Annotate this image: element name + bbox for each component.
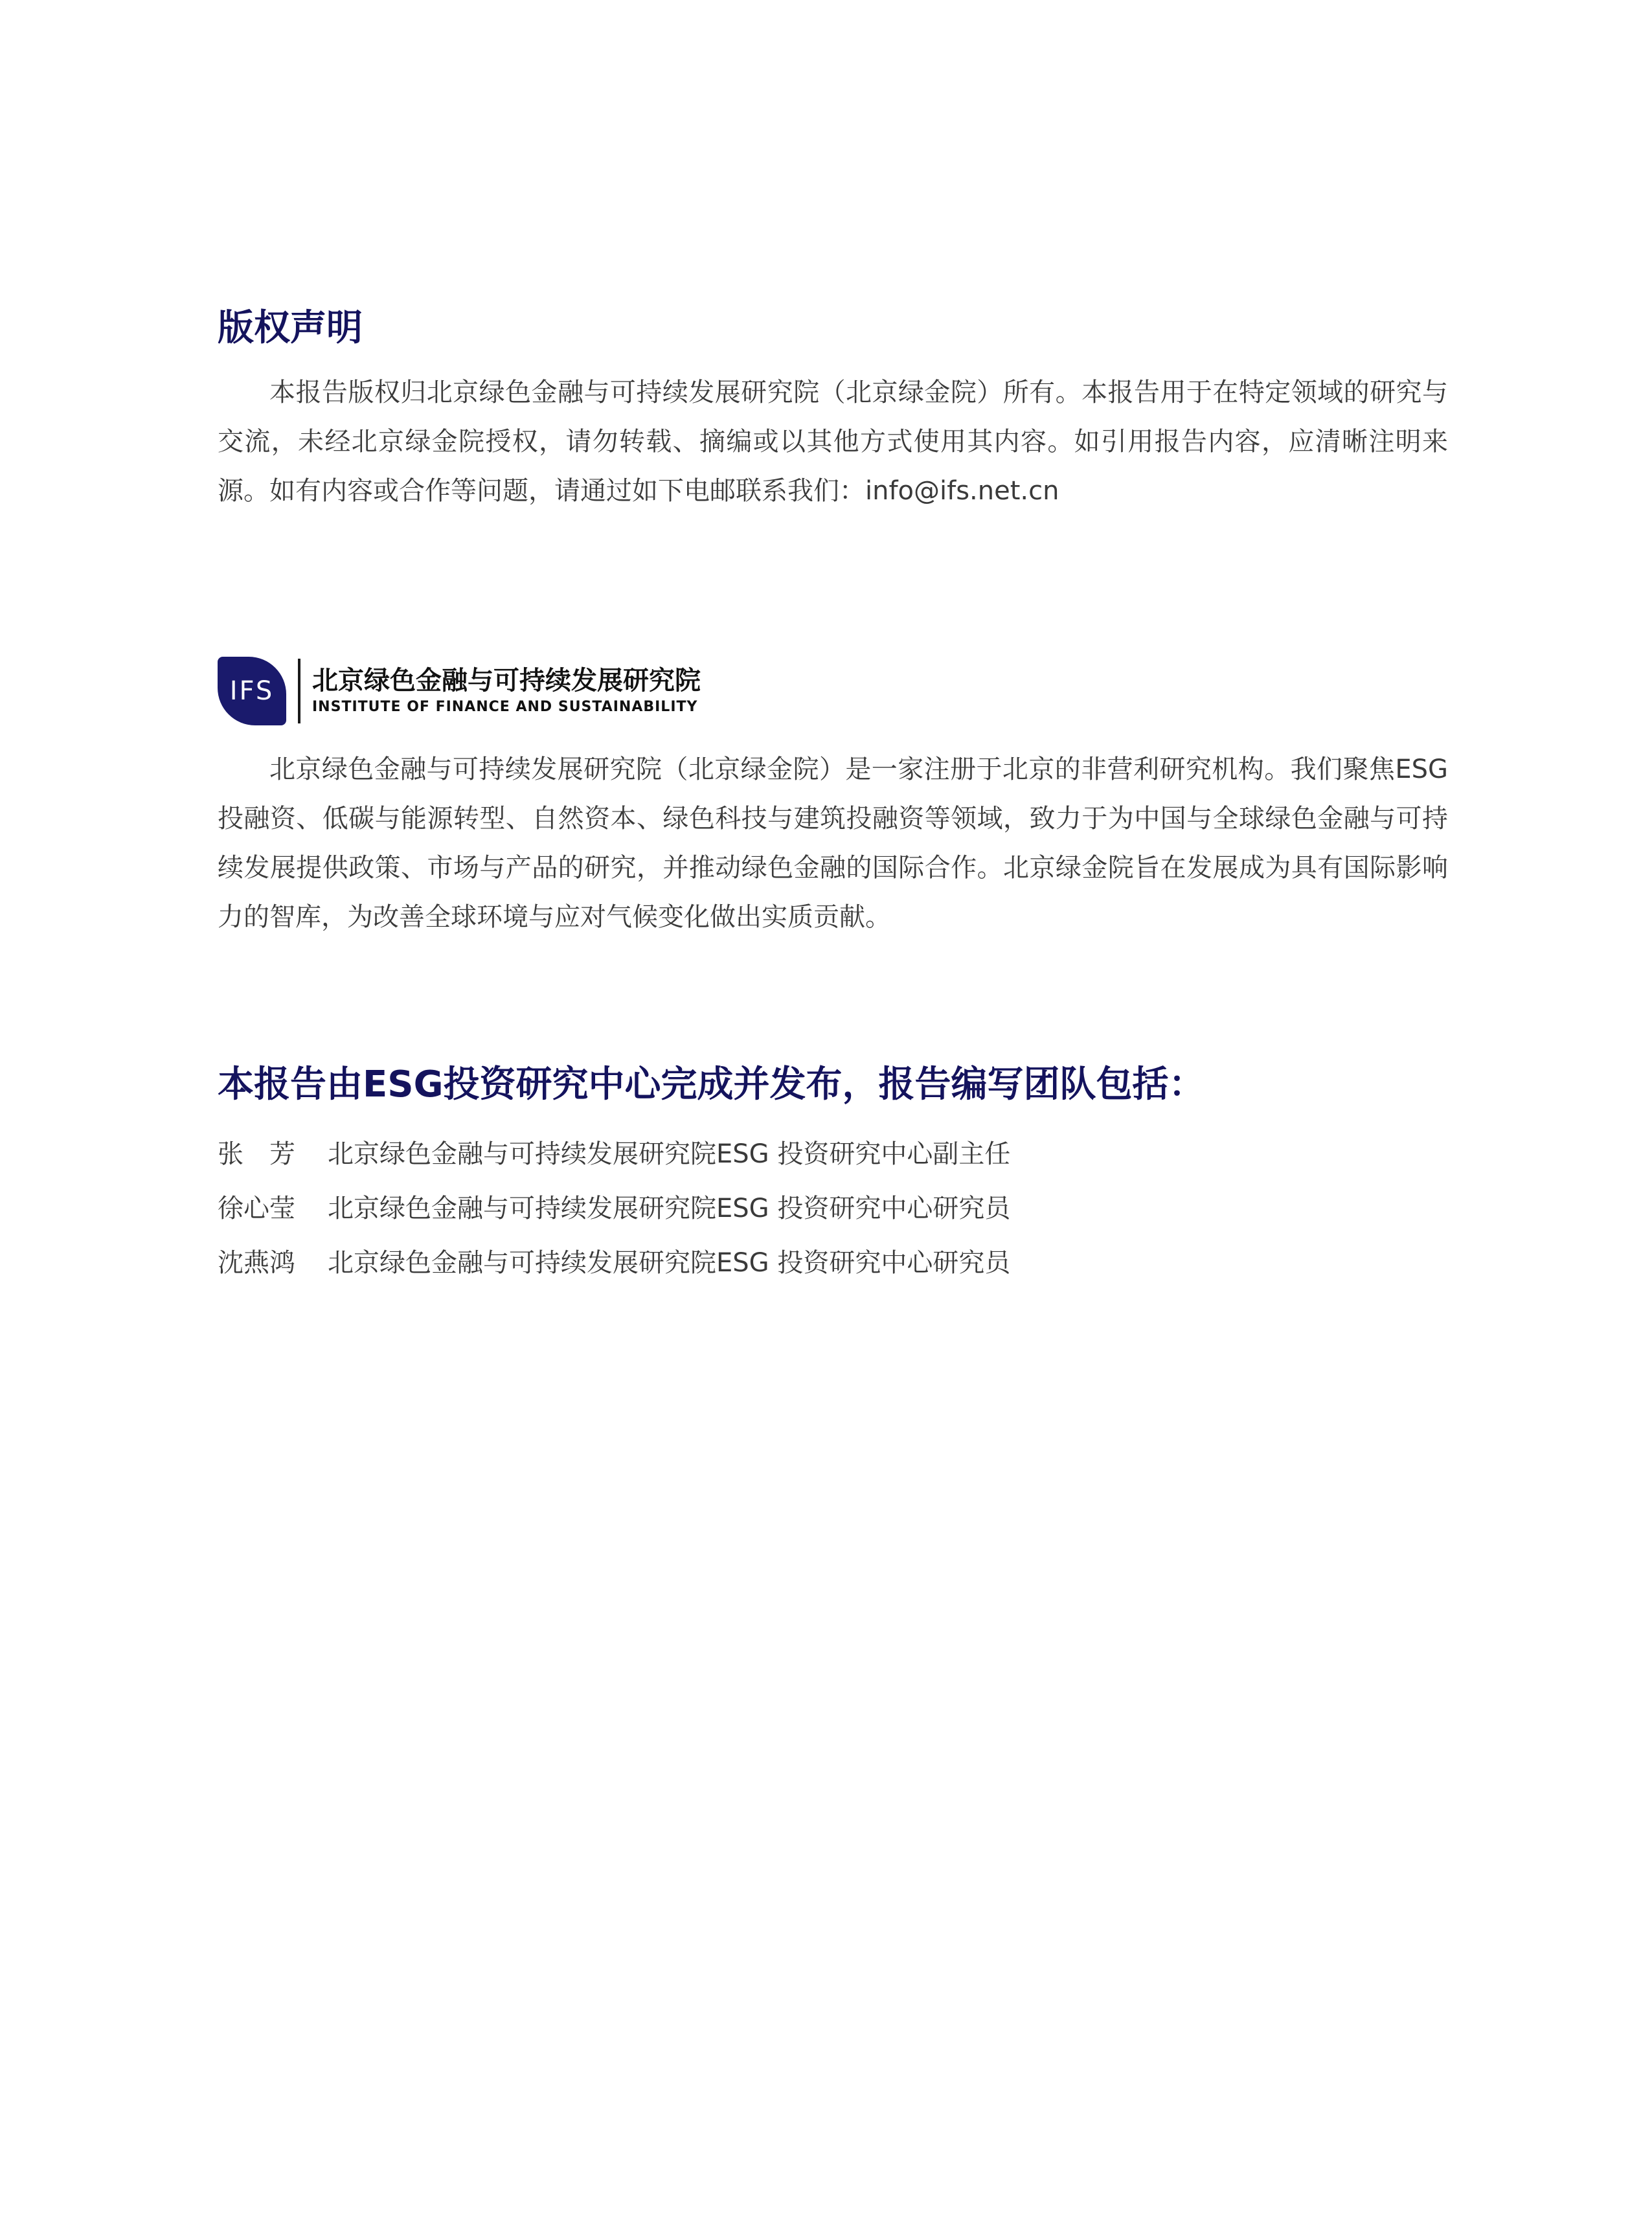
team-member-name: 徐心莹 — [218, 1194, 295, 1223]
team-member — [218, 1127, 1010, 1181]
copyright-heading: 版权声明 — [218, 307, 363, 349]
team-member-title: 北京绿色金融与可持续发展研究院ESG 投资研究中心副主任 — [328, 1139, 1011, 1169]
logo-text — [312, 664, 701, 718]
team-member-title: 北京绿色金融与可持续发展研究院ESG 投资研究中心研究员 — [328, 1248, 1011, 1278]
team-heading: 本报告由ESG投资研究中心完成并发布，报告编写团队包括： — [218, 1063, 1205, 1106]
about-paragraph: 北京绿色金融与可持续发展研究院（北京绿金院）是一家注册于北京的非营利研究机构。我们聚焦ESG投融资、低碳与能源转型、自然资本、绿色科技与建筑投融资等领域，致力于为中国与全球绿色金融与可持续发展提供政策、市场与产品的研究，并推动绿色金融的国际合作。北京绿金院旨在发展成为具有国际影响力的智库，为改善全球环境与应对气候变化做出实质贡献。 — [218, 755, 1448, 932]
logo-badge-text: IFS — [229, 676, 275, 706]
team-member-name: 张 芳 — [218, 1139, 295, 1169]
logo-name-en: INSTITUTE OF FINANCE AND SUSTAINABILITY — [312, 699, 698, 715]
team-member — [218, 1236, 1010, 1290]
logo-divider — [298, 659, 300, 723]
team-list — [218, 1127, 1010, 1290]
copyright-paragraph: 本报告版权归北京绿色金融与可持续发展研究院（北京绿金院）所有。本报告用于在特定领域的研究与交流，未经北京绿金院授权，请勿转载、摘编或以其他方式使用其内容。如引用报告内容，应清晰注明来源。如有内容或合作等问题，请通过如下电邮联系我们：info@ifs.net.cn — [218, 378, 1448, 506]
team-member — [218, 1181, 1010, 1236]
team-member-title: 北京绿色金融与可持续发展研究院ESG 投资研究中心研究员 — [328, 1194, 1011, 1223]
ifs-logo — [218, 655, 701, 727]
team-member-name: 沈燕鸿 — [218, 1248, 295, 1278]
logo-badge-icon — [218, 657, 286, 725]
logo-name-cn: 北京绿色金融与可持续发展研究院 — [312, 666, 701, 696]
